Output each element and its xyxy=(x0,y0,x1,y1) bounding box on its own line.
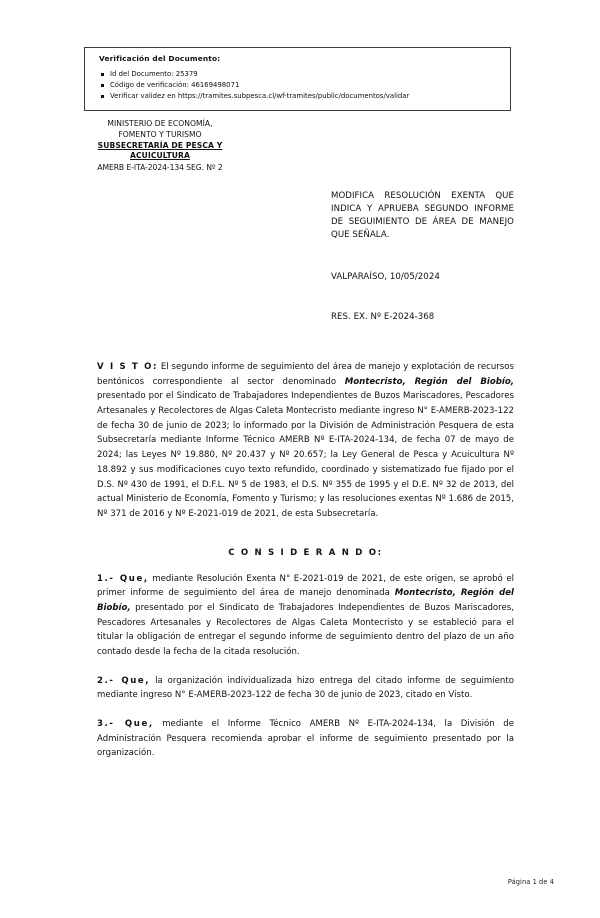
considerando-section xyxy=(97,548,514,762)
page-footer: Página 1 de 4 xyxy=(507,878,554,886)
visto-text-1: El segundo informe de seguimiento del área de manejo y explotación de recursos bentónicos correspondiente al sector denominado xyxy=(97,362,514,387)
letterhead xyxy=(62,119,258,174)
considerando-3-text-1: mediante el Informe Técnico AMERB Nº E-ITA-2024-134, la División de Administración Pesquera recomienda aprobar el informe de seguimiento presentado por la organización. xyxy=(97,719,514,759)
considerando-1-area-name: Montecristo, Región del Biobío, xyxy=(97,588,514,613)
considerando-2-number: 2.- Que, xyxy=(97,675,151,686)
visto-area-name: Montecristo, Región del Biobío, xyxy=(344,376,514,387)
verification-list xyxy=(99,69,500,103)
verification-item-id: Id del Documento: 25379 xyxy=(99,69,500,80)
visto-label: V I S T O: xyxy=(97,362,158,372)
considerando-item-3 xyxy=(97,717,514,761)
considerando-3-number: 3.- Que, xyxy=(97,719,154,730)
considerando-item-2 xyxy=(97,674,514,703)
considerando-heading: C O N S I D E R A N D O: xyxy=(228,547,383,558)
considerando-2-text-1: la organización individualizada hizo entrega del citado informe de seguimiento mediante ingreso N° E-AMERB-2023-122 de fecha 30 de junio de 2023, citado en Visto. xyxy=(97,675,514,701)
visto-text-2: presentado por el Sindicato de Trabajadores Independientes de Buzos Mariscadores, Pescadores Artesanales y Recolectores de Algas Caleta Montecristo mediante ingreso N° E-AMERB-2023-122 de fecha 30 de junio de 2023; lo informado por la División de Administración Pesquera de esta Subsecretaría mediante Informe Técnico AMERB Nº E-ITA-2024-134, de fecha 07 de mayo de 2024; las Leyes Nº 19.880, Nº 20.437 y Nº 20.657; la Ley General de Pesca y Acuicultura Nº 18.892 y sus modificaciones cuyo texto refundido, coordinado y sistematizado fue fijado por el D.S. Nº 430 de 1991, el D.F.L. Nº 5 de 1983, el D.S. Nº 355 de 1995 y el D.E. Nº 32 de 2013, del actual Ministerio de Economía, Fomento y Turismo; y las resoluciones exentas Nº 1.686 de 2015, Nº 371 de 2016 y Nº E-2021-019 de 2021, de esta Subsecretaría. xyxy=(97,391,514,519)
ministry-line-2: FOMENTO Y TURISMO xyxy=(118,129,202,139)
verification-box xyxy=(84,47,511,111)
verification-title: Verificación del Documento: xyxy=(99,54,221,63)
considerando-item-1 xyxy=(97,572,514,660)
visto-paragraph xyxy=(97,360,514,522)
document-body xyxy=(97,360,514,783)
ministry-line-1: MINISTERIO DE ECONOMÍA, xyxy=(107,119,213,128)
considerando-1-text-1: mediante Resolución Exenta N° E-2021-019 de 2021, de este origen, se aprobó el primer informe de seguimiento del área de manejo denominada xyxy=(97,573,514,599)
verification-item-url: Verificar validez en https://tramites.subpesca.cl/wf-tramites/public/documentos/validar xyxy=(99,91,500,102)
resolution-number: RES. EX. Nº E-2024-368 xyxy=(331,312,435,322)
considerando-1-text-2: presentado por el Sindicato de Trabajadores Independientes de Buzos Mariscadores, Pescadores Artesanales y Recolectores de Algas Caleta Montecristo y se estableció para el titular la obligación de entregar el segundo informe de seguimiento dentro del plazo de un año contado desde la fecha de la citada resolución. xyxy=(97,602,514,657)
subsecretariat-line-2: ACUICULTURA xyxy=(130,151,190,161)
resolution-subject: MODIFICA RESOLUCIÓN EXENTA QUE INDICA Y APRUEBA SEGUNDO INFORME DE SEGUIMIENTO DE ÁREA DE MANEJO QUE SEÑALA. xyxy=(331,191,514,241)
verification-item-code: Código de verificación: 46169498071 xyxy=(99,80,500,91)
subsecretariat-line-1: SUBSECRETARÍA DE PESCA Y xyxy=(97,140,223,150)
place-and-date: VALPARAÍSO, 10/05/2024 xyxy=(331,272,440,282)
document-code: AMERB E-ITA-2024-134 SEG. Nº 2 xyxy=(97,163,223,173)
considerando-1-number: 1.- Que, xyxy=(97,573,149,584)
